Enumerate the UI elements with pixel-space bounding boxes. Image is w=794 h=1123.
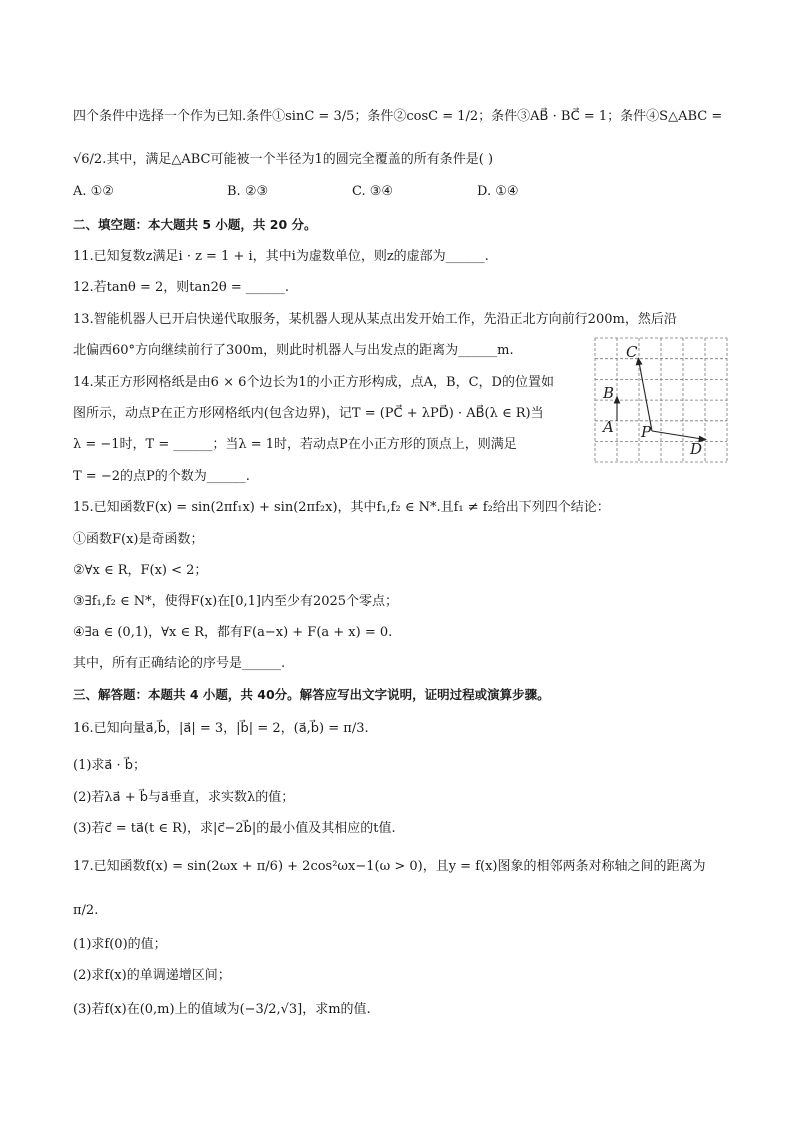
question-15-conclusion1: ①函数F(x)是奇函数； (73, 532, 204, 547)
question-17-line1: 17.已知函数f(x) = sin(2ωx + π/6) + 2cos²ωx−1(ω > 0)，且y = f(x)图象的相邻两条对称轴之间的距离为 (73, 859, 706, 874)
option-d: D. ①④ (477, 184, 519, 199)
arrowhead-b (615, 397, 620, 403)
question-16: 16.已知向量a⃗,b⃗，|a⃗| = 3，|b⃗| = 2，(a⃗,b⃗) = π/3. (73, 721, 369, 736)
grid-lines (595, 338, 727, 462)
question-15-ask: 其中，所有正确结论的序号是______. (73, 656, 286, 671)
question-15-conclusion3: ③∃f₁,f₂ ∈ N*，使得F(x)在[0,1]内至少有2025个零点； (73, 594, 399, 609)
question-14-line1: 14.某正方形网格纸是由6 × 6个边长为1的小正方形构成，点A，B，C，D的位置如 (73, 375, 554, 390)
q10-line1: 四个条件中选择一个作为已知.条件①sinC = 3/5；条件②cosC = 1/2；条件③AB⃗ · BC⃗ = 1；条件④S△ABC = (73, 109, 723, 124)
question-14-line3: λ = −1时，T = ______；当λ = 1时，若动点P在小正方形的顶点上，则满足 (73, 437, 517, 452)
label-a: A (603, 418, 614, 436)
question-17-part2: (2)求f(x)的单调递增区间； (73, 968, 231, 983)
q10-line2: √6/2.其中，满足△ABC可能被一个半径为1的圆完全覆盖的所有条件是( ) (73, 152, 494, 167)
option-c: C. ③④ (352, 184, 394, 199)
vector-pd (652, 431, 702, 439)
section-solutions: 三、解答题：本题共 4 小题，共 40分。解答应写出文字说明，证明过程或演算步骤。 (73, 687, 550, 702)
question-16-part1: (1)求a⃗ · b⃗； (73, 758, 147, 773)
option-b: B. ②③ (227, 184, 269, 199)
question-16-part2: (2)若λa⃗ + b⃗与a⃗垂直，求实数λ的值； (73, 790, 295, 805)
option-a: A. ①② (73, 184, 114, 199)
question-12: 12.若tanθ = 2，则tan2θ = ______. (73, 280, 290, 295)
question-17-line2: π/2. (73, 903, 99, 918)
question-13-line2: 北偏西60°方向继续前行了300m，则此时机器人与出发点的距离为______m. (73, 343, 514, 358)
question-15-line1: 15.已知函数F(x) = sin(2πf₁x) + sin(2πf₂x)，其中f₁,f₂ ∈ N*.且f₁ ≠ f₂给出下列四个结论： (73, 500, 610, 515)
question-15-conclusion2: ②∀x ∈ R，F(x) < 2； (73, 563, 208, 578)
label-b: B (603, 384, 615, 402)
grid-figure (594, 337, 728, 463)
section-fill-in-blank: 二、填空题：本大题共 5 小题，共 20 分。 (73, 217, 317, 232)
label-c: C (626, 343, 638, 361)
question-16-part3: (3)若c⃗ = ta⃗(t ∈ R)，求|c⃗−2b⃗|的最小值及其相应的t值. (73, 821, 396, 836)
question-13-line1: 13.智能机器人已开启快递代取服务，某机器人现从某点出发开始工作，先沿正北方向前行200m，然后沿 (73, 312, 677, 327)
label-p: P (641, 423, 652, 441)
question-15-conclusion4: ④∃a ∈ (0,1)，∀x ∈ R，都有F(a−x) + F(a + x) = 0. (73, 625, 393, 640)
question-17-part3: (3)若f(x)在(0,m)上的值域为(−3/2,√3]，求m的值. (73, 1002, 371, 1017)
question-14-line2: 图所示，动点P在正方形网格纸内(包含边界)，记T = (PC⃗ + λPD⃗) · AB⃗(λ ∈ R)当 (73, 406, 544, 421)
label-d: D (690, 440, 703, 458)
question-11: 11.已知复数z满足i · z = 1 + i，其中i为虚数单位，则z的虚部为______. (73, 249, 489, 264)
question-14-line4: T = −2的点P的个数为______. (73, 469, 250, 484)
question-17-part1: (1)求f(0)的值； (73, 937, 167, 952)
